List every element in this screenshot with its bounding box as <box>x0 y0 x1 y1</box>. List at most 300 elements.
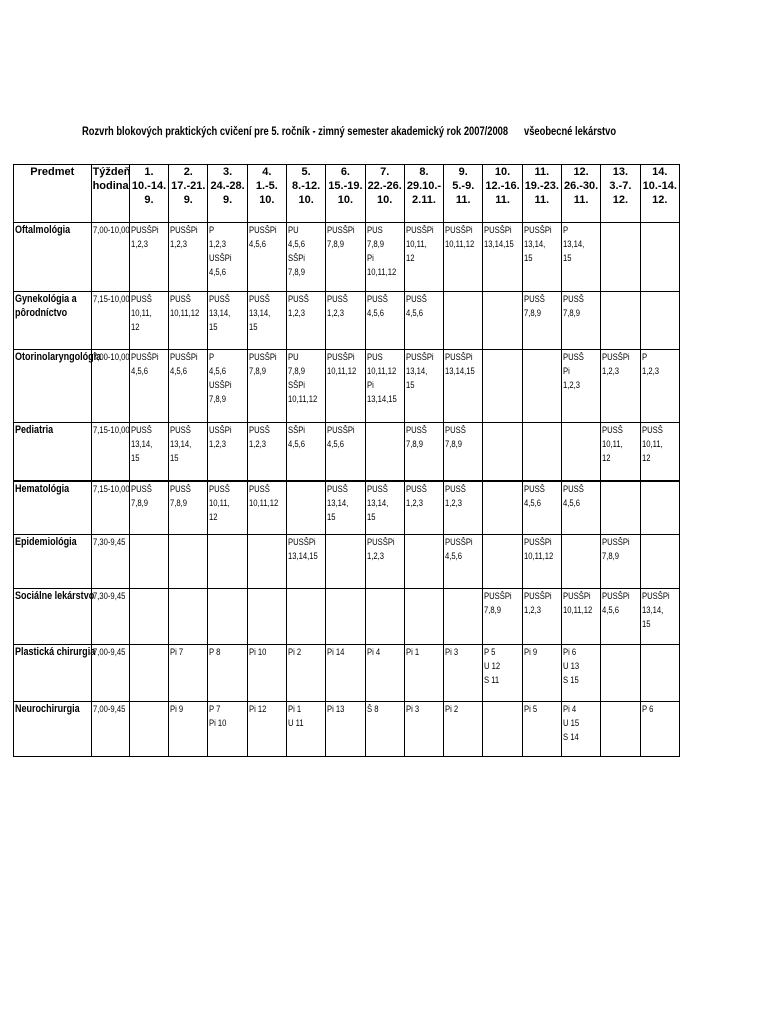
cell-line: PUSŠ <box>130 483 152 494</box>
schedule-cell <box>286 645 325 702</box>
schedule-cell <box>522 350 561 423</box>
cell-line: 12 <box>602 453 611 463</box>
cell-line: PUSŠPi <box>287 537 316 547</box>
schedule-cell <box>208 589 247 645</box>
cell-line: PUSŠPi <box>445 225 473 235</box>
header-row <box>14 165 680 223</box>
week-month: 9. <box>183 194 193 206</box>
header-week-13 <box>601 165 640 223</box>
subject-name <box>14 350 102 423</box>
schedule-cell <box>640 645 679 702</box>
week-no: 4. <box>262 166 272 178</box>
cell-line: PUSŠPi <box>641 591 670 601</box>
cell-line: PUSŠ <box>130 294 152 304</box>
week-range: 19.-23. <box>524 180 559 192</box>
cell-line: PUSŠPi <box>405 352 434 362</box>
header-week-label: Týždeň <box>92 166 131 178</box>
cell-line: 10,11,12 <box>523 551 553 561</box>
cell-line: PUSŠ <box>366 294 388 304</box>
cell-line: P 6 <box>641 704 653 714</box>
schedule-cell <box>404 481 443 535</box>
schedule-cell <box>169 350 208 423</box>
schedule-cell <box>601 350 640 423</box>
cell-line: 13,14,15 <box>287 551 318 561</box>
cell-line: 10,11,12 <box>366 366 396 376</box>
cell-line: 4,5,6 <box>248 239 266 249</box>
cell-line: 10,11,12 <box>445 239 475 249</box>
schedule-cell <box>247 481 286 535</box>
cell-line: P <box>562 225 569 235</box>
schedule-cell <box>640 702 679 757</box>
schedule-cell <box>601 589 640 645</box>
cell-line: 7,8,9 <box>602 551 620 561</box>
cell-line: 7,8,9 <box>248 366 266 376</box>
cell-line: Pi 6 <box>562 647 577 657</box>
cell-line: 7,8,9 <box>523 308 541 318</box>
week-no: 2. <box>183 166 193 178</box>
cell-line: 1,2,3 <box>523 605 541 615</box>
week-range: 3.-7. <box>609 180 632 192</box>
schedule-cell <box>561 535 600 589</box>
cell-line: 1,2,3 <box>170 239 188 249</box>
hour-range <box>91 292 129 350</box>
schedule-cell <box>404 645 443 702</box>
schedule-cell <box>326 481 365 535</box>
cell-line: PUSŠ <box>130 425 152 435</box>
header-week-6 <box>326 165 365 223</box>
schedule-cell <box>601 481 640 535</box>
table-row <box>14 645 680 702</box>
week-month: 11. <box>495 194 510 206</box>
header-week-5 <box>286 165 325 223</box>
cell-line: Pi 4 <box>562 704 577 714</box>
cell-line: PUSŠPi <box>602 591 630 601</box>
cell-line: 12 <box>130 322 140 332</box>
cell-line: 10,11,12 <box>562 605 593 615</box>
hour-label: 7,30-9,45 <box>92 537 125 547</box>
cell-line: 7,8,9 <box>287 267 306 277</box>
cell-line: 1,2,3 <box>287 308 306 318</box>
cell-line: 13,14,15 <box>445 366 475 376</box>
schedule-cell <box>326 423 365 481</box>
cell-line: U 11 <box>287 718 304 728</box>
week-range: 22.-26. <box>367 180 402 192</box>
schedule-cell <box>522 645 561 702</box>
cell-line: 1,2,3 <box>209 239 227 249</box>
schedule-cell <box>247 423 286 481</box>
cell-line: 1,2,3 <box>445 497 463 508</box>
week-month: 10. <box>298 194 314 206</box>
cell-line: 15 <box>562 253 572 263</box>
cell-line: Pi 7 <box>170 647 184 657</box>
schedule-cell <box>561 589 600 645</box>
week-no: 10. <box>494 166 511 178</box>
cell-line: 13,14, <box>366 497 388 508</box>
schedule-body <box>14 223 680 757</box>
cell-line: 4,5,6 <box>562 497 580 508</box>
hour-label: 7,00-10,00 <box>92 352 130 362</box>
cell-line: PUSŠPi <box>248 225 277 235</box>
schedule-cell <box>247 589 286 645</box>
subject-name <box>14 481 92 535</box>
cell-line: 15 <box>209 322 218 332</box>
cell-line: 12 <box>209 511 218 522</box>
hour-range <box>91 702 129 757</box>
cell-line: U 13 <box>562 661 580 671</box>
schedule-cell <box>208 223 247 292</box>
schedule-cell <box>365 535 404 589</box>
cell-line: 10,11, <box>209 497 231 508</box>
cell-line: P 7 <box>209 704 221 714</box>
cell-line: 12 <box>405 253 415 263</box>
cell-line: PUSŠ <box>562 483 584 494</box>
cell-line: PUSŠ <box>248 483 270 494</box>
schedule-cell <box>561 223 600 292</box>
cell-line: PUSŠPi <box>327 225 355 235</box>
schedule-cell <box>640 535 679 589</box>
cell-line: PUSŠ <box>366 483 388 494</box>
week-month: 12. <box>612 194 629 206</box>
cell-line: USŠPi <box>209 425 232 435</box>
schedule-cell <box>129 535 168 589</box>
week-no: 12. <box>573 166 589 178</box>
schedule-cell <box>444 350 483 423</box>
cell-line: 13,14, <box>248 308 270 318</box>
cell-line: PUSŠ <box>523 483 545 494</box>
schedule-cell <box>208 423 247 481</box>
cell-line: 13,14, <box>209 308 231 318</box>
subject-name <box>14 292 92 350</box>
cell-line: PUSŠ <box>209 294 231 304</box>
header-week-2 <box>169 165 208 223</box>
cell-line: S 15 <box>562 675 579 685</box>
cell-line: Pi 13 <box>327 704 345 714</box>
cell-line: PUSŠPi <box>523 591 552 601</box>
cell-line: P 5 <box>484 647 496 657</box>
cell-line: 1,2,3 <box>405 497 423 508</box>
cell-line: PUSŠ <box>641 425 663 435</box>
cell-line: 7,8,9 <box>366 239 384 249</box>
week-no: 5. <box>301 166 311 178</box>
hour-range <box>91 589 129 645</box>
cell-line: PUSŠ <box>327 294 349 304</box>
cell-line: P <box>209 352 215 362</box>
table-row <box>14 423 680 481</box>
schedule-cell <box>365 292 404 350</box>
cell-line: S 14 <box>562 732 579 742</box>
cell-line: PUSŠPi <box>484 225 513 235</box>
subject-label: Gynekológia a pôrodníctvo <box>15 293 77 319</box>
week-range: 15.-19. <box>328 180 363 192</box>
schedule-cell <box>247 702 286 757</box>
week-no: 1. <box>144 166 154 178</box>
subject-name <box>14 589 95 645</box>
hour-range <box>91 423 129 481</box>
table-row <box>14 481 680 535</box>
cell-line: 4,5,6 <box>170 366 188 376</box>
cell-line: 7,8,9 <box>170 497 188 508</box>
study-program: všeobecné lekárstvo <box>524 124 617 138</box>
schedule-cell <box>326 645 365 702</box>
header-week-hour <box>91 165 129 223</box>
cell-line: PUSŠ <box>248 425 270 435</box>
cell-line: 4,5,6 <box>209 366 227 376</box>
cell-line: 7,8,9 <box>405 439 423 449</box>
cell-line: 10,11, <box>602 439 623 449</box>
hour-label: 7,30-9,45 <box>92 591 125 601</box>
hour-label: 7,15-10,00 <box>92 294 130 304</box>
week-no: 13. <box>612 166 629 178</box>
schedule-cell <box>601 292 640 350</box>
schedule-cell <box>522 702 561 757</box>
schedule-cell <box>444 702 483 757</box>
header-week-3 <box>208 165 247 223</box>
schedule-cell <box>286 350 325 423</box>
subject-name <box>14 423 92 481</box>
cell-line: SŠPi <box>287 253 305 263</box>
cell-line: 10,11,12 <box>248 497 278 508</box>
schedule-cell <box>404 292 443 350</box>
hour-range <box>91 481 129 535</box>
schedule-cell <box>601 702 640 757</box>
schedule-cell <box>208 481 247 535</box>
header-week-12 <box>561 165 600 223</box>
schedule-cell <box>129 223 168 292</box>
cell-line: Š 8 <box>366 704 379 714</box>
schedule-cell <box>286 589 325 645</box>
week-no: 11. <box>534 166 550 178</box>
schedule-cell <box>522 589 561 645</box>
schedule-cell <box>522 423 561 481</box>
schedule-cell <box>404 223 443 292</box>
header-week-7 <box>365 165 404 223</box>
header-week-8 <box>404 165 443 223</box>
schedule-cell <box>326 702 365 757</box>
schedule-cell <box>286 292 325 350</box>
schedule-cell <box>601 535 640 589</box>
cell-line: 1,2,3 <box>327 308 345 318</box>
week-no: 9. <box>458 166 468 178</box>
schedule-cell <box>404 702 443 757</box>
header-week-11 <box>522 165 561 223</box>
table-row <box>14 223 680 292</box>
cell-line: 7,8,9 <box>562 308 580 318</box>
cell-line: 1,2,3 <box>602 366 620 376</box>
schedule-cell <box>365 589 404 645</box>
schedule-cell <box>444 223 483 292</box>
header-week-1 <box>129 165 168 223</box>
cell-line: 4,5,6 <box>327 439 345 449</box>
week-no: 6. <box>340 166 350 178</box>
schedule-cell <box>640 589 679 645</box>
schedule-cell <box>522 481 561 535</box>
cell-line: Pi 14 <box>327 647 345 657</box>
week-range: 26.-30. <box>563 180 599 192</box>
schedule-cell <box>640 350 679 423</box>
hour-range <box>91 645 129 702</box>
header-week-9 <box>444 165 483 223</box>
cell-line: 13,14,15 <box>484 239 515 249</box>
cell-line: Pi 4 <box>366 647 380 657</box>
schedule-cell <box>129 350 168 423</box>
cell-line: PUSŠPi <box>602 352 630 362</box>
cell-line: PUSŠ <box>405 483 427 494</box>
cell-line: 13,14, <box>130 439 153 449</box>
cell-line: 15 <box>170 453 179 463</box>
schedule-cell <box>561 481 600 535</box>
cell-line: Pi <box>366 380 374 390</box>
schedule-cell <box>169 292 208 350</box>
cell-line: 15 <box>130 453 140 463</box>
week-month: 12. <box>652 194 668 206</box>
table-row <box>14 535 680 589</box>
cell-line: PUSŠPi <box>130 352 159 362</box>
cell-line: 13,14, <box>523 239 545 249</box>
schedule-cell <box>169 481 208 535</box>
cell-line: PUSŠPi <box>170 225 198 235</box>
schedule-cell <box>247 292 286 350</box>
schedule-cell <box>286 481 325 535</box>
cell-line: PUSŠ <box>327 483 349 494</box>
table-row <box>14 589 680 645</box>
table-row <box>14 292 680 350</box>
schedule-cell <box>365 702 404 757</box>
schedule-cell <box>129 645 168 702</box>
schedule-cell <box>601 423 640 481</box>
cell-line: 10,11,12 <box>366 267 396 277</box>
schedule-cell <box>208 292 247 350</box>
subject-name <box>14 645 96 702</box>
cell-line: PUSŠ <box>209 483 231 494</box>
schedule-cell <box>326 292 365 350</box>
schedule-cell <box>601 645 640 702</box>
header-subject: Predmet <box>14 165 92 223</box>
cell-line: PUSŠPi <box>562 591 591 601</box>
schedule-cell <box>365 423 404 481</box>
schedule-cell <box>208 350 247 423</box>
schedule-cell <box>129 481 168 535</box>
cell-line: 1,2,3 <box>641 366 659 376</box>
cell-line: 7,8,9 <box>130 497 148 508</box>
table-row <box>14 702 680 757</box>
cell-line: 7,8,9 <box>287 366 306 376</box>
cell-line: 13,14, <box>327 497 349 508</box>
hour-label: 7,00-9,45 <box>92 647 125 657</box>
cell-line: 15 <box>366 511 376 522</box>
cell-line: PUSŠPi <box>484 591 513 601</box>
cell-line: P <box>209 225 215 235</box>
week-no: 7. <box>380 166 390 178</box>
schedule-cell <box>247 535 286 589</box>
cell-line: S 11 <box>484 675 500 685</box>
cell-line: U 12 <box>484 661 501 671</box>
cell-line: 12 <box>641 453 651 463</box>
week-no: 8. <box>419 166 429 178</box>
cell-line: 10,11, <box>405 239 427 249</box>
schedule-cell <box>640 481 679 535</box>
subject-label: Hematológia <box>15 482 70 495</box>
subject-name <box>14 223 92 292</box>
schedule-cell <box>326 223 365 292</box>
cell-line: 13,14, <box>641 605 663 615</box>
cell-line: Pi 10 <box>209 718 227 728</box>
schedule-cell <box>286 702 325 757</box>
cell-line: PUSŠ <box>562 352 584 362</box>
schedule-cell <box>483 481 522 535</box>
cell-line: SŠPi <box>287 380 305 390</box>
cell-line: 13,14,15 <box>366 394 397 404</box>
subject-label: Otorinolaryngológia <box>15 351 102 363</box>
cell-line: Pi 9 <box>170 704 184 714</box>
subject-label: Oftalmológia <box>15 224 71 236</box>
hour-range <box>91 350 129 423</box>
week-month: 2.11. <box>412 194 436 206</box>
cell-line: PUSŠ <box>405 294 427 304</box>
cell-line: Pi 2 <box>445 704 459 714</box>
schedule-cell <box>365 223 404 292</box>
header-week-10 <box>483 165 522 223</box>
schedule-cell <box>169 645 208 702</box>
cell-line: 4,5,6 <box>445 551 463 561</box>
cell-line: P 8 <box>209 647 221 657</box>
schedule-cell <box>129 423 168 481</box>
week-range: 17.-21. <box>171 180 206 192</box>
week-range: 1.-5. <box>255 180 278 192</box>
schedule-cell <box>601 223 640 292</box>
document-title: Rozvrh blokových praktických cvičení pre 5. ročník - zimný semester akademický rok 2007/2008 <box>82 124 509 138</box>
cell-line: 7,8,9 <box>445 439 463 449</box>
schedule-cell <box>169 702 208 757</box>
cell-line: PUSŠPi <box>170 352 198 362</box>
schedule-cell <box>483 645 522 702</box>
cell-line: 10,11,12 <box>327 366 357 376</box>
cell-line: 10,11,12 <box>287 394 318 404</box>
cell-line: 15 <box>641 619 651 629</box>
cell-line: 4,5,6 <box>405 308 423 318</box>
schedule-cell <box>208 535 247 589</box>
cell-line: SŠPi <box>287 425 305 435</box>
cell-line: USŠPi <box>209 380 232 390</box>
cell-line: Pi <box>366 253 374 263</box>
schedule-cell <box>561 292 600 350</box>
schedule-cell <box>247 223 286 292</box>
cell-line: 10,11, <box>130 308 152 318</box>
cell-line: PUSŠ <box>562 294 584 304</box>
schedule-cell <box>640 292 679 350</box>
week-range: 10.-14. <box>642 180 677 192</box>
week-range: 24.-28. <box>210 180 245 192</box>
cell-line: 7,8,9 <box>484 605 502 615</box>
schedule-cell <box>365 350 404 423</box>
schedule-cell <box>444 481 483 535</box>
subject-name <box>14 702 92 757</box>
schedule-cell <box>169 535 208 589</box>
cell-line: PUSŠPi <box>405 225 434 235</box>
subject-name <box>14 535 92 589</box>
schedule-cell <box>129 589 168 645</box>
cell-line: PUSŠ <box>170 483 191 494</box>
cell-line: 1,2,3 <box>209 439 227 449</box>
schedule-cell <box>483 423 522 481</box>
cell-line: PUSŠPi <box>445 537 473 547</box>
subject-label: Neurochirurgia <box>15 703 80 715</box>
schedule-cell <box>483 223 522 292</box>
schedule-cell <box>640 223 679 292</box>
table-row <box>14 350 680 423</box>
hour-label: 7,15-10,00 <box>92 425 130 435</box>
schedule-cell <box>326 535 365 589</box>
week-range: 8.-12. <box>292 180 321 192</box>
